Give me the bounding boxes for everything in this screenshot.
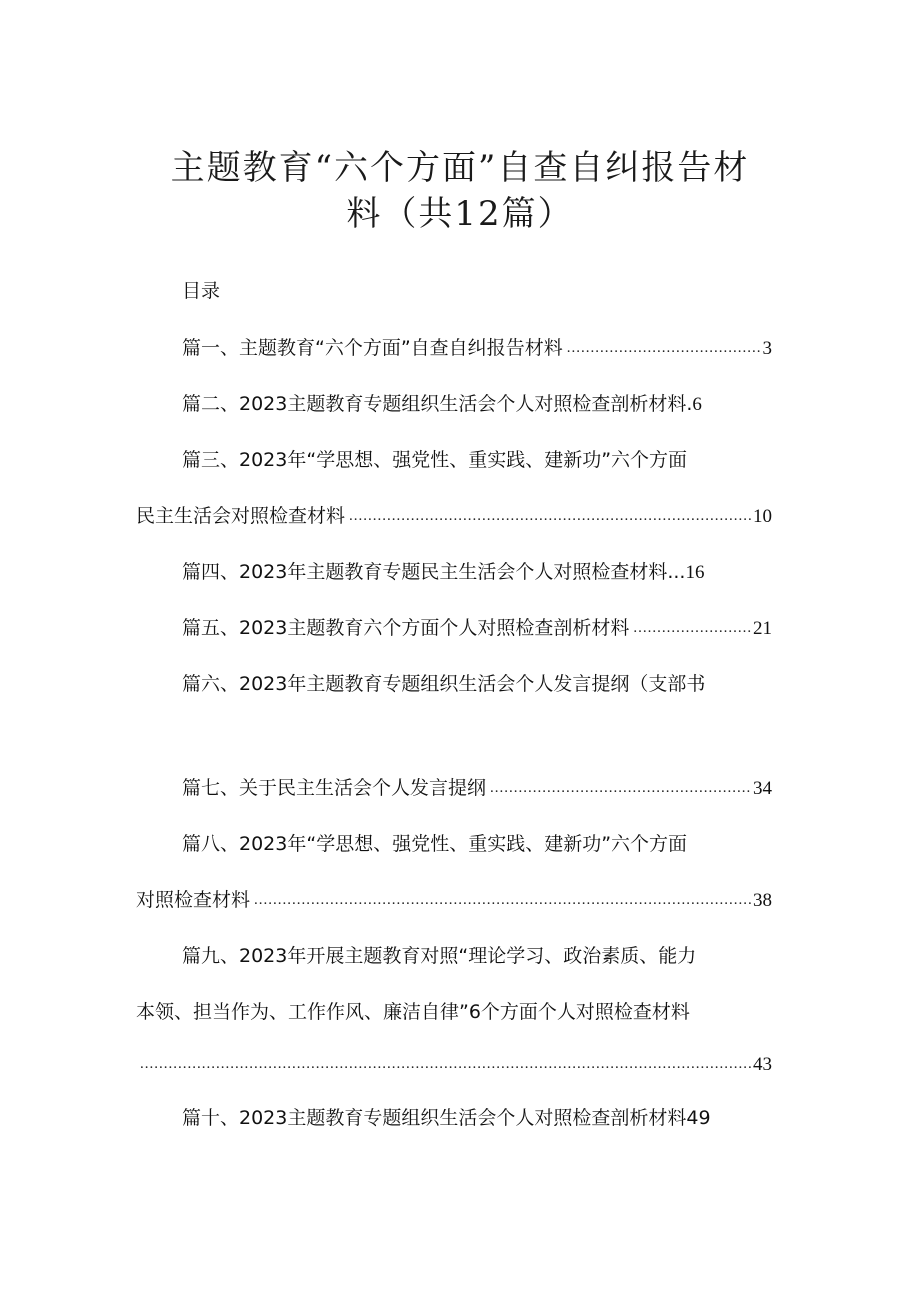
- toc-heading: 目录: [182, 280, 221, 302]
- toc-leader-dots: [140, 1056, 751, 1073]
- toc-leader-dots: [490, 780, 751, 797]
- toc-entry-page: 3: [762, 338, 772, 359]
- toc-entry-8-cont[interactable]: [136, 882, 772, 912]
- toc-entry-3-cont[interactable]: [136, 498, 772, 528]
- toc-entry-text: 本领、担当作为、工作作风、廉洁自律”6个方面个人对照检查材料: [136, 1001, 690, 1023]
- toc-entry-page: 6: [692, 394, 702, 415]
- toc-entry-page: 34: [753, 778, 772, 799]
- toc-entry-1[interactable]: [182, 330, 772, 360]
- toc-entry-page: 43: [753, 1054, 772, 1075]
- toc-entry-text: 篇一、主题教育“六个方面”自查自纠报告材料: [182, 337, 563, 359]
- toc-leader-dots: [254, 892, 751, 909]
- toc-entry-text: 篇七、关于民主生活会个人发言提纲: [182, 777, 487, 799]
- toc-entry-4[interactable]: [182, 554, 704, 584]
- toc-leader-dots: [349, 508, 751, 525]
- toc-entry-9[interactable]: [182, 938, 696, 968]
- toc-entry-text: 篇八、2023年“学思想、强党性、重实践、建新功”六个方面: [182, 833, 688, 855]
- document-title-line-2: 料（共12篇）: [346, 194, 574, 234]
- toc-entry-text: 篇二、2023主题教育专题组织生活会个人对照检查剖析材料.: [182, 393, 693, 415]
- toc-entry-9-cont[interactable]: [136, 994, 690, 1024]
- toc-entry-text: 篇九、2023年开展主题教育对照“理论学习、政治素质、能力: [182, 945, 697, 967]
- toc-entry-text: 篇四、2023年主题教育专题民主生活会个人对照检查材料...: [182, 561, 686, 583]
- toc-entry-7[interactable]: [182, 770, 772, 800]
- toc-entry-text: 民主生活会对照检查材料: [136, 505, 346, 527]
- document-title-line-1: 主题教育“六个方面”自查自纠报告材: [170, 148, 750, 188]
- toc-entry-text: 对照检查材料: [136, 889, 251, 911]
- toc-entry-6[interactable]: [182, 666, 705, 696]
- toc-entry-page: 10: [753, 506, 772, 527]
- toc-entry-text: 篇三、2023年“学思想、强党性、重实践、建新功”六个方面: [182, 449, 688, 471]
- toc-leader-dots: [633, 620, 751, 637]
- toc-leader-dots: [567, 340, 761, 357]
- toc-entry-2[interactable]: [182, 386, 702, 416]
- toc-entry-text: 篇十、2023主题教育专题组织生活会个人对照检查剖析材料49: [182, 1107, 711, 1129]
- toc-entry-page: 21: [753, 618, 772, 639]
- toc-entry-text: 篇五、2023主题教育六个方面个人对照检查剖析材料: [182, 617, 630, 639]
- toc-entry-8[interactable]: [182, 826, 687, 856]
- toc-entry-text: 篇六、2023年主题教育专题组织生活会个人发言提纲（支部书: [182, 673, 706, 695]
- toc-entry-9-page-line[interactable]: [136, 1046, 772, 1076]
- toc-entry-page: 16: [685, 562, 705, 583]
- toc-entry-3[interactable]: [182, 442, 687, 472]
- toc-entry-10[interactable]: [182, 1100, 711, 1130]
- toc-entry-5[interactable]: [182, 610, 772, 640]
- toc-entry-page: 38: [753, 890, 772, 911]
